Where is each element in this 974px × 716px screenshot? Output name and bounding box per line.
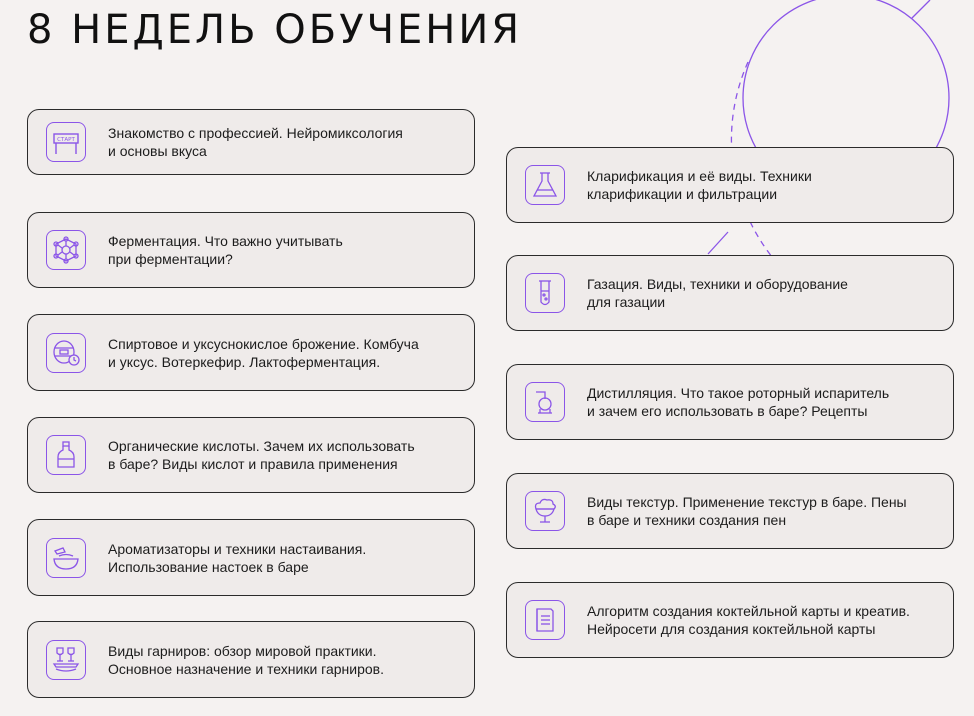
deco-line-mid [708, 232, 728, 254]
week-card-10-line-2: в баре и техники создания пен [587, 512, 787, 528]
week-card-2-line-1: Ферментация. Что важно учитывать [108, 233, 343, 249]
week-card-7-line-2: кларификации и фильтрации [587, 186, 778, 202]
menu-card-icon [525, 600, 565, 640]
week-card-11-line-2: Нейросети для создания коктейльной карты [587, 621, 876, 637]
week-card-8 [506, 255, 954, 331]
week-card-6 [27, 621, 475, 698]
start-banner-icon [46, 122, 86, 162]
week-card-6-line-2: Основное назначение и техники гарниров. [108, 660, 384, 677]
foam-glass-icon [525, 491, 565, 531]
week-card-8-line-2: для газации [587, 294, 666, 310]
deco-line-top [912, 0, 930, 18]
barrel-clock-icon [46, 333, 86, 373]
week-card-10 [506, 473, 954, 549]
week-card-2-line-2: при ферментации? [108, 251, 233, 267]
week-card-1-line-1: Знакомство с профессией. Нейромиксология [108, 125, 403, 141]
week-card-10-line-1: Виды текстур. Применение текстур в баре. Пены [587, 494, 907, 510]
week-card-7-line-1: Кларификация и её виды. Техники [587, 168, 812, 184]
week-card-6-line-1: Виды гарниров: обзор мировой практики. [108, 642, 377, 659]
flask-icon [525, 165, 565, 205]
bottle-icon [46, 435, 86, 475]
week-card-7 [506, 147, 954, 223]
week-card-3-line-1: Спиртовое и уксуснокислое брожение. Комбуча [108, 335, 419, 352]
svg-text:СТАРТ: СТАРТ [57, 137, 75, 143]
week-card-8-line-1: Газация. Виды, техники и оборудование [587, 276, 848, 292]
week-card-4-line-1: Органические кислоты. Зачем их использовать [108, 438, 415, 454]
week-card-3-line-2: и уксус. Вотеркефир. Лактоферментация. [108, 353, 381, 370]
page-title: 8 НЕДЕЛЬ ОБУЧЕНИЯ [27, 7, 523, 53]
week-card-1 [27, 109, 475, 175]
week-card-9 [506, 364, 954, 440]
test-tube-icon [525, 273, 565, 313]
glasses-tray-icon [46, 640, 86, 680]
week-card-5 [27, 519, 475, 596]
week-card-3 [27, 314, 475, 391]
week-card-4-line-2: в баре? Виды кислот и правила применения [108, 456, 398, 472]
week-card-11 [506, 582, 954, 658]
week-card-9-line-2: и зачем его использовать в баре? Рецепты [587, 403, 868, 419]
week-card-5-line-2: Использование настоек в баре [108, 558, 309, 575]
week-card-1-line-2: и основы вкуса [108, 143, 207, 159]
week-card-5-line-1: Ароматизаторы и техники настаивания. [108, 540, 367, 557]
week-card-2 [27, 212, 475, 288]
mortar-bowl-icon [46, 538, 86, 578]
week-card-9-line-1: Дистилляция. Что такое роторный испаритель [587, 385, 890, 401]
molecule-icon [46, 230, 86, 270]
week-card-11-line-1: Алгоритм создания коктейльной карты и креатив. [587, 603, 910, 619]
distiller-icon [525, 382, 565, 422]
week-card-4 [27, 417, 475, 493]
